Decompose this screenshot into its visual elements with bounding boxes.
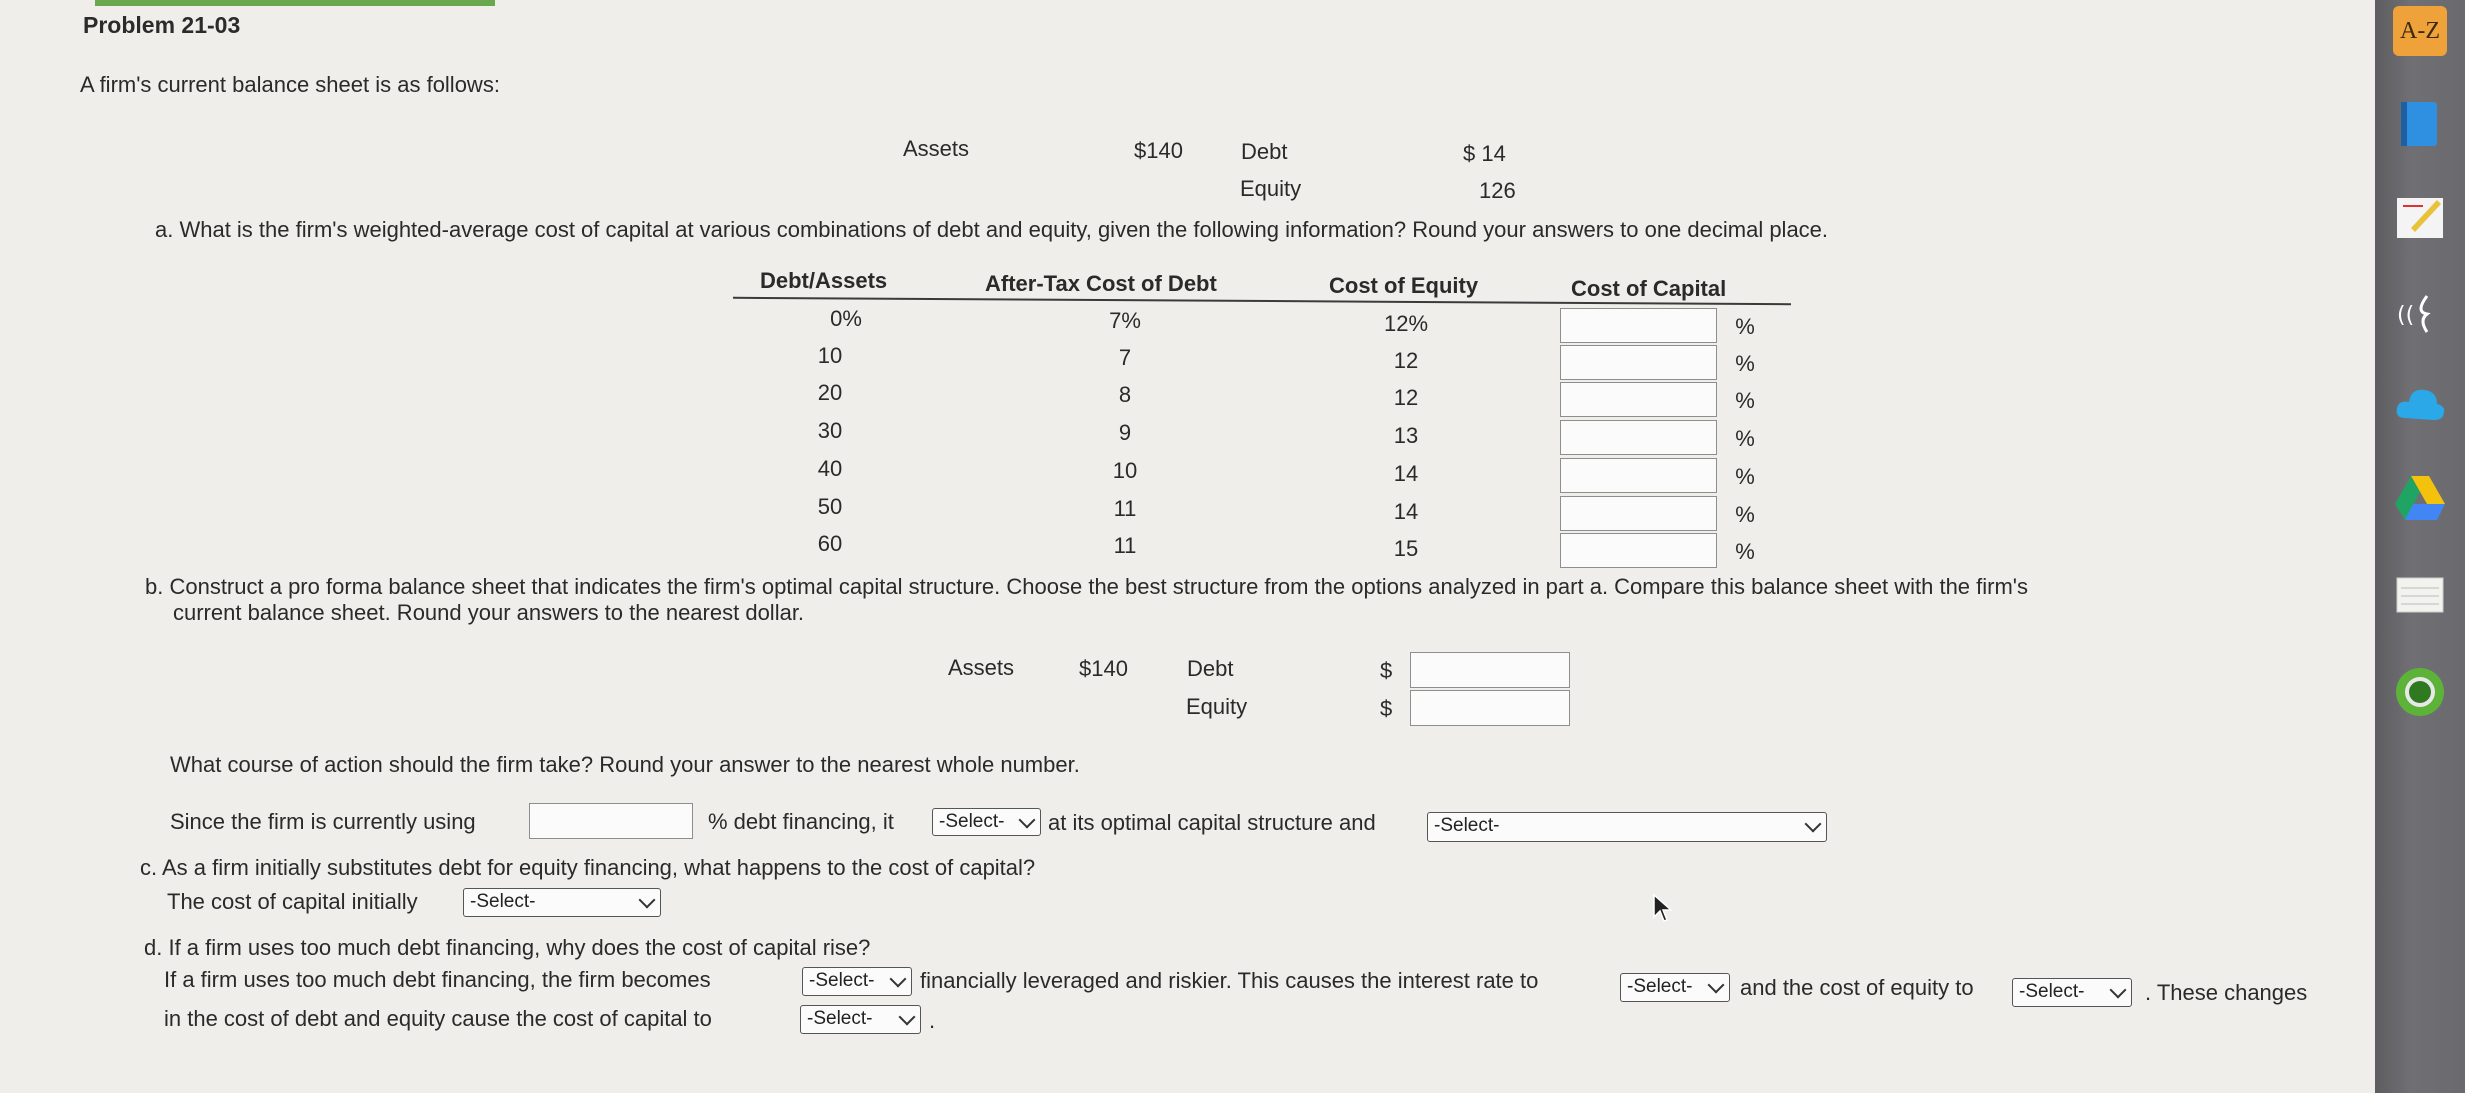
cost-of-capital-rise-select[interactable] bbox=[800, 1005, 921, 1034]
bs-debt-value: $ 14 bbox=[1463, 141, 1506, 166]
cost-of-equity-cell: 12% bbox=[1383, 311, 1429, 336]
course-of-action-question: What course of action should the firm take? Round your answer to the nearest whole number. bbox=[170, 752, 1080, 777]
proforma-assets-value: $140 bbox=[1079, 656, 1128, 681]
debt-assets-cell: 30 bbox=[817, 418, 843, 443]
select-label: -Select- bbox=[1627, 976, 1693, 997]
cost-of-capital-initially-select[interactable] bbox=[463, 888, 661, 917]
bs-assets-value: $140 bbox=[1134, 138, 1183, 163]
after-tax-cost-debt-cell: 7% bbox=[1109, 308, 1141, 333]
cost-of-capital-input[interactable] bbox=[1560, 533, 1717, 568]
audio-icon[interactable] bbox=[2393, 286, 2447, 340]
document-icon[interactable] bbox=[2393, 568, 2447, 622]
is-or-not-select[interactable] bbox=[932, 808, 1041, 836]
book-icon[interactable] bbox=[2393, 96, 2447, 150]
notepad-icon[interactable] bbox=[2393, 190, 2447, 244]
percent-unit: % bbox=[1735, 351, 1755, 376]
az-icon[interactable] bbox=[2393, 6, 2447, 56]
part-d-line1-b: financially leveraged and riskier. This causes the interest rate to bbox=[920, 968, 1539, 993]
select-label: -Select- bbox=[807, 1008, 873, 1029]
header-cost-of-capital: Cost of Capital bbox=[1571, 276, 1727, 301]
debt-financing-text: % debt financing, it bbox=[708, 809, 894, 834]
chevron-down-icon bbox=[1019, 812, 1036, 829]
problem-title: Problem 21-03 bbox=[83, 12, 241, 38]
debt-assets-cell: 50 bbox=[817, 494, 843, 519]
select-label: -Select- bbox=[470, 891, 536, 912]
part-d-line1-a: If a firm uses too much debt financing, the firm becomes bbox=[164, 967, 711, 992]
part-d-line2-a: in the cost of debt and equity cause the cost of capital to bbox=[164, 1006, 712, 1031]
chevron-down-icon bbox=[899, 1009, 916, 1026]
cost-of-capital-input[interactable] bbox=[1560, 345, 1717, 380]
cost-of-equity-cell: 13 bbox=[1393, 423, 1419, 448]
cost-of-equity-cell: 14 bbox=[1393, 499, 1419, 524]
chevron-down-icon bbox=[1805, 816, 1822, 833]
since-text: Since the firm is currently using bbox=[170, 809, 476, 834]
debt-assets-cell: 10 bbox=[817, 343, 843, 368]
select-label: -Select- bbox=[2019, 981, 2085, 1002]
part-b-question-line2: current balance sheet. Round your answers to the nearest dollar. bbox=[173, 600, 805, 625]
select-label: -Select- bbox=[809, 970, 875, 991]
cost-of-equity-cell: 12 bbox=[1393, 385, 1419, 410]
cost-of-capital-input[interactable] bbox=[1560, 382, 1717, 417]
cost-of-equity-cell: 14 bbox=[1393, 461, 1419, 486]
part-c-question: c. As a firm initially substitutes debt for equity financing, what happens to the cost of capital? bbox=[140, 855, 1036, 880]
debt-assets-cell: 0% bbox=[830, 306, 862, 331]
chevron-down-icon bbox=[2110, 982, 2127, 999]
cost-of-capital-input[interactable] bbox=[1560, 458, 1717, 493]
cloud-icon[interactable] bbox=[2393, 378, 2447, 432]
part-c-answer-prefix: The cost of capital initially bbox=[167, 889, 418, 914]
proforma-debt-currency: $ bbox=[1380, 658, 1393, 683]
cost-of-equity-select[interactable] bbox=[2012, 978, 2132, 1007]
percent-unit: % bbox=[1735, 314, 1755, 339]
leverage-select[interactable] bbox=[802, 967, 912, 996]
header-cost-of-equity: Cost of Equity bbox=[1329, 273, 1479, 298]
part-d-line1-d: . These changes bbox=[2145, 980, 2308, 1005]
percent-unit: % bbox=[1735, 388, 1755, 413]
cost-of-equity-cell: 15 bbox=[1393, 536, 1419, 561]
after-tax-cost-debt-cell: 11 bbox=[1113, 533, 1137, 558]
bs-equity-value: 126 bbox=[1479, 178, 1516, 203]
mouse-cursor-icon bbox=[1652, 893, 1674, 925]
part-b-question-line1: b. Construct a pro forma balance sheet that indicates the firm's optimal capital structure. Choose the best structure from the options analyzed in part a. Compare this balance sheet with the firm's bbox=[145, 574, 2028, 599]
debt-assets-cell: 20 bbox=[817, 380, 843, 405]
cost-of-equity-cell: 12 bbox=[1393, 348, 1419, 373]
chevron-down-icon bbox=[1708, 977, 1725, 994]
chevron-down-icon bbox=[890, 971, 907, 988]
percent-unit: % bbox=[1735, 539, 1755, 564]
header-after-tax-cost-debt: After-Tax Cost of Debt bbox=[985, 271, 1217, 296]
bs-debt-label: Debt bbox=[1241, 139, 1288, 164]
svg-text:((: (( bbox=[2397, 303, 2415, 328]
proforma-equity-input[interactable] bbox=[1410, 690, 1570, 726]
debt-assets-cell: 60 bbox=[817, 531, 843, 556]
cost-of-capital-input[interactable] bbox=[1560, 420, 1717, 455]
part-d-question: d. If a firm uses too much debt financing, why does the cost of capital rise? bbox=[144, 935, 871, 960]
debt-assets-cell: 40 bbox=[817, 456, 843, 481]
after-tax-cost-debt-cell: 7 bbox=[1118, 345, 1132, 370]
after-tax-cost-debt-cell: 11 bbox=[1113, 496, 1137, 521]
proforma-equity-currency: $ bbox=[1380, 696, 1393, 721]
part-a-question: a. What is the firm's weighted-average cost of capital at various combinations of debt and equity, given the following information? Round your answers to one decimal place. bbox=[155, 217, 1829, 242]
intro-text: A firm's current balance sheet is as follows: bbox=[80, 72, 500, 97]
top-progress-bar bbox=[95, 0, 495, 6]
part-d-line2-b: . bbox=[929, 1008, 936, 1033]
bs-equity-label: Equity bbox=[1240, 176, 1302, 201]
select-label: -Select- bbox=[939, 811, 1005, 832]
current-debt-percent-input[interactable] bbox=[529, 803, 693, 839]
drive-icon[interactable] bbox=[2393, 470, 2447, 524]
percent-unit: % bbox=[1735, 426, 1755, 451]
proforma-equity-label: Equity bbox=[1186, 694, 1248, 719]
select-label: -Select- bbox=[1434, 815, 1500, 836]
optimal-structure-text: at its optimal capital structure and bbox=[1048, 810, 1376, 835]
header-debt-assets: Debt/Assets bbox=[760, 268, 888, 293]
proforma-debt-input[interactable] bbox=[1410, 652, 1570, 688]
percent-unit: % bbox=[1735, 502, 1755, 527]
right-toolbar bbox=[2375, 0, 2465, 1093]
proforma-debt-label: Debt bbox=[1187, 656, 1234, 681]
az-label: A-Z bbox=[2400, 17, 2440, 44]
proforma-assets-label: Assets bbox=[948, 655, 1015, 680]
action-select[interactable] bbox=[1427, 812, 1827, 842]
interest-rate-select[interactable] bbox=[1620, 973, 1730, 1002]
bs-assets-label: Assets bbox=[903, 136, 970, 161]
after-tax-cost-debt-cell: 10 bbox=[1112, 458, 1138, 483]
after-tax-cost-debt-cell: 9 bbox=[1118, 420, 1132, 445]
chevron-down-icon bbox=[639, 892, 656, 909]
percent-unit: % bbox=[1735, 464, 1755, 489]
cost-of-capital-input[interactable] bbox=[1560, 308, 1717, 343]
part-d-line1-c: and the cost of equity to bbox=[1740, 975, 1974, 1000]
cost-of-capital-input[interactable] bbox=[1560, 496, 1717, 531]
after-tax-cost-debt-cell: 8 bbox=[1118, 382, 1132, 407]
circle-icon[interactable] bbox=[2393, 665, 2447, 719]
